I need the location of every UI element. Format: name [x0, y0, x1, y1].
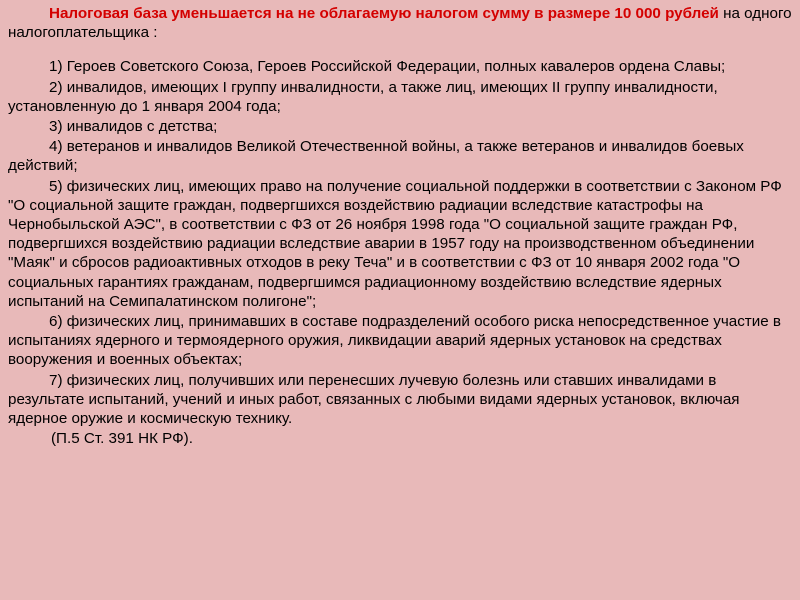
intro-paragraph [8, 4, 792, 42]
list-item-5: 5) физических лиц, имеющих право на получение социальной поддержки в соответствии с Законом РФ "О социальной защите граждан, подвергшихся воздействию радиации вследствие катастрофы на Чернобыльской АЭС", в соответствии с ФЗ от 26 ноября 1998 года "О социальной защите граждан РФ, подвергшихся воздействию радиации вследствие аварии в 1957 году на производственном объединении "Маяк" и сбросов радиоактивных отходов в реку Теча" и в соответствии с ФЗ от 10 января 2002 года "О социальных гарантиях гражданам, подвергшимся радиационному воздействию вследствие ядерных испытаний на Семипалатинском полигоне"; [8, 177, 782, 310]
list-item-1: 1) Героев Советского Союза, Героев Российской Федерации, полных кавалеров ордена Славы; [49, 58, 726, 76]
list-item-6: 6) физических лиц, принимавших в составе подразделений особого риска непосредственное участие в испытаниях ядерного и термоядерного оружия, ликвидации аварий ядерных установок на средствах вооружения и военных объектах; [8, 313, 781, 369]
list-item-3: 3) инвалидов с детства; [49, 118, 218, 136]
list-item-7: 7) физических лиц, получивших или перенесших лучевую болезнь или ставших инвалидами в результате испытаний, учений и иных работ, связанных с любыми видами ядерных установок, включая ядерное оружие и космическую технику. [8, 371, 740, 428]
list-item-2: 2) инвалидов, имеющих I группу инвалидности, а также лиц, имеющих II группу инвалидности, установленную до 1 января 2004 года; [8, 78, 718, 115]
source-reference: (П.5 Ст. 391 НК РФ). [51, 430, 193, 448]
intro-highlight: Налоговая база уменьшается на не облагаемую налогом сумму в размере 10 000 рублей [49, 5, 719, 22]
slide-body [8, 0, 792, 448]
list-item-4: 4) ветеранов и инвалидов Великой Отечественной войны, а также ветеранов и инвалидов боевых действий; [8, 138, 744, 175]
intro-rest: на одного налогоплательщика : [8, 5, 792, 42]
